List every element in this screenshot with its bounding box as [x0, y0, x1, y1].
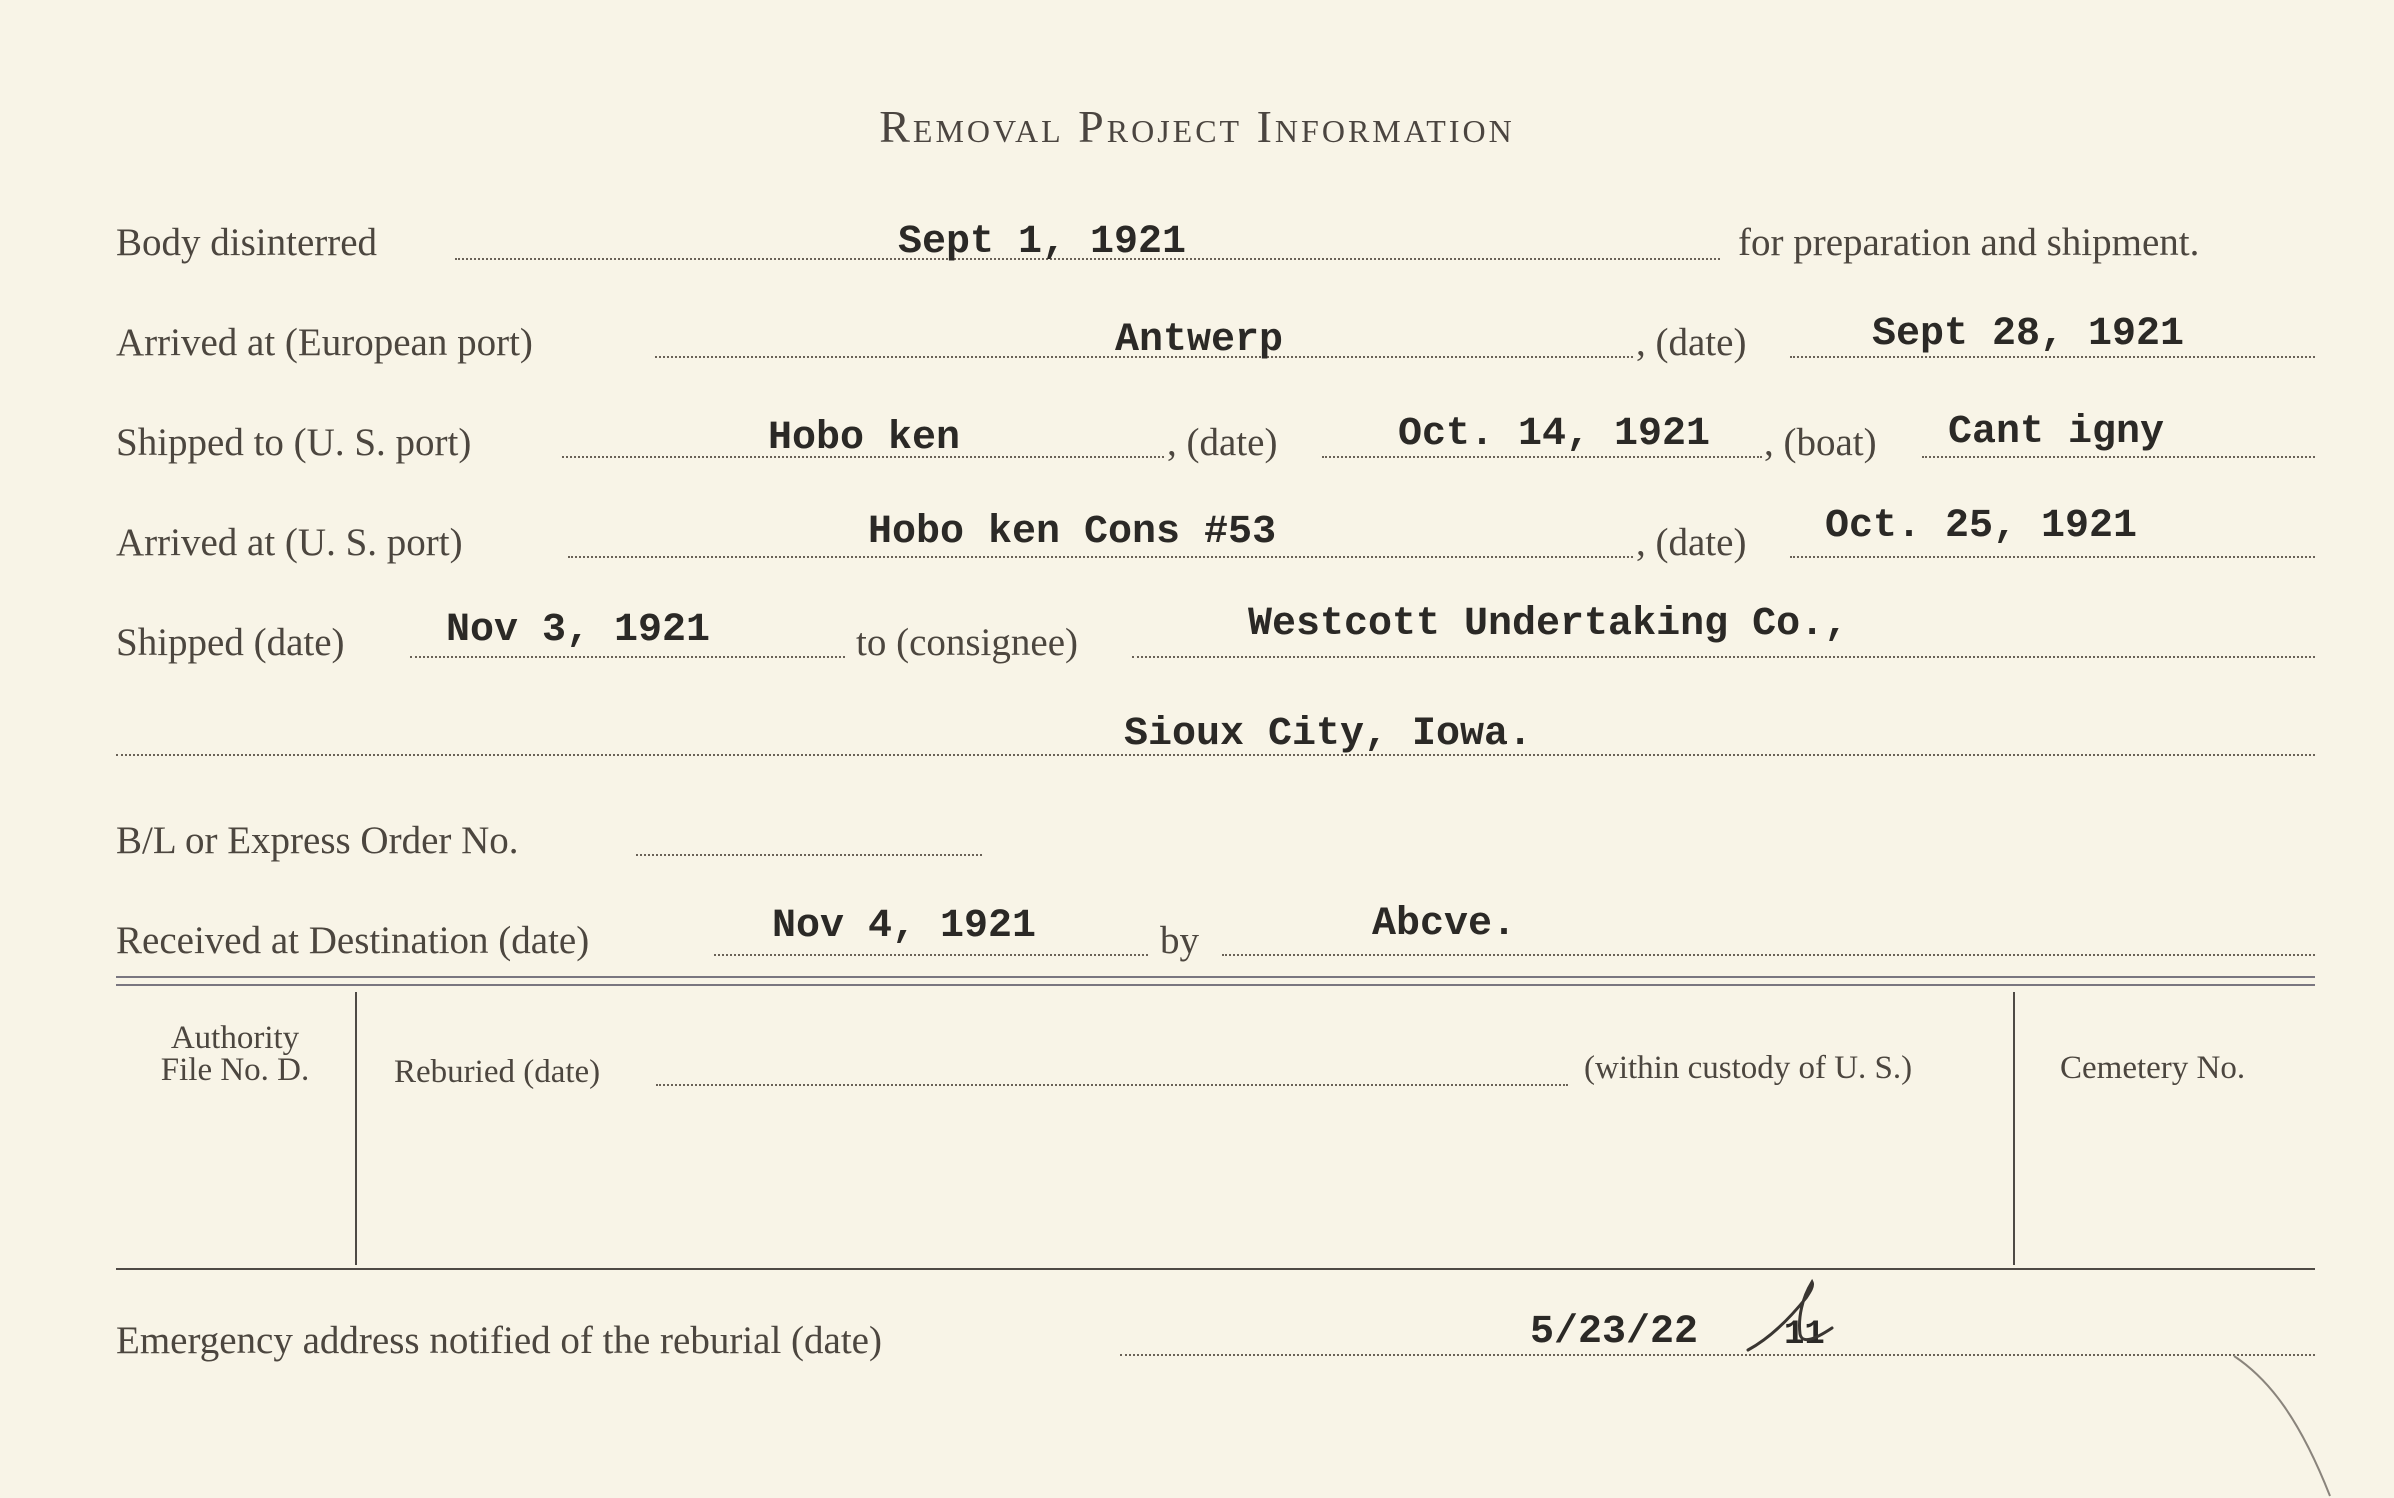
label-received-destination: Received at Destination (date): [116, 919, 590, 962]
page-title: Removal Project Information: [879, 101, 1515, 152]
field-line-us-port-arrived: [568, 556, 1633, 558]
label-boat: , (boat): [1764, 421, 1877, 464]
label-authority: Authority: [170, 1020, 300, 1056]
field-line-shipped-out-date: [410, 656, 845, 658]
label-bl-order: B/L or Express Order No.: [116, 819, 519, 862]
label-shipped-us-port: Shipped to (U. S. port): [116, 421, 472, 464]
value-received-by: Abcve.: [1372, 902, 1517, 947]
value-shipped-out-date: Nov 3, 1921: [446, 608, 711, 653]
label-emergency-notified: Emergency address notified of the reburial (date): [116, 1319, 882, 1362]
label-cemetery-no: Cemetery No.: [2060, 1050, 2246, 1086]
label-body-disinterred: Body disinterred: [116, 221, 378, 264]
authority-file-block: [116, 1022, 354, 1086]
rule-top: [116, 976, 2315, 978]
value-received-date: Nov 4, 1921: [772, 904, 1037, 949]
value-boat: Cant igny: [1948, 410, 2165, 455]
value-disinterred-date: Sept 1, 1921: [898, 220, 1187, 265]
label-date-arrived: , (date): [1636, 521, 1747, 564]
label-reburied: Reburied (date): [394, 1054, 601, 1090]
rule-bottom: [116, 1268, 2315, 1270]
handwritten-check-mark: [1740, 1278, 1860, 1358]
divider-left: [355, 992, 357, 1265]
value-consignee-city: Sioux City, Iowa.: [1124, 712, 1533, 757]
value-us-port-shipped: Hobo ken: [768, 416, 961, 461]
value-us-port-arrived: Hobo ken Cons #53: [868, 510, 1277, 555]
label-for-preparation: for preparation and shipment.: [1738, 221, 2200, 264]
value-arrived-date: Oct. 25, 1921: [1825, 504, 2138, 549]
field-line-consignee: [1132, 656, 2315, 658]
corner-crease: [2230, 1350, 2350, 1498]
label-date-european: , (date): [1636, 321, 1747, 364]
label-file-no: File No. D.: [160, 1052, 310, 1088]
label-arrived-us-port: Arrived at (U. S. port): [116, 521, 463, 564]
label-shipped-date: Shipped (date): [116, 621, 345, 664]
value-shipped-date: Oct. 14, 1921: [1398, 412, 1711, 457]
field-line-bl-order: [636, 854, 982, 856]
divider-right: [2013, 992, 2015, 1265]
label-by: by: [1160, 919, 1199, 962]
field-line-boat: [1922, 456, 2315, 458]
label-date-shipped: , (date): [1167, 421, 1278, 464]
value-consignee: Westcott Undertaking Co.,: [1248, 602, 1849, 647]
rule-top-2: [116, 984, 2315, 986]
field-line-received-date: [714, 954, 1148, 956]
label-to-consignee: to (consignee): [856, 621, 1079, 664]
label-custody: (within custody of U. S.): [1584, 1050, 1913, 1086]
label-arrived-european-port: Arrived at (European port): [116, 321, 533, 364]
field-line-received-by: [1222, 954, 2315, 956]
field-line-reburied: [656, 1084, 1568, 1086]
field-line-emergency: [1120, 1354, 2315, 1356]
value-emergency-initials: 11: [1784, 1316, 1825, 1354]
value-european-port: Antwerp: [1115, 318, 1284, 363]
value-european-date: Sept 28, 1921: [1872, 312, 2185, 357]
field-line-arrived-date: [1790, 556, 2315, 558]
value-emergency-date: 5/23/22: [1530, 1310, 1699, 1355]
